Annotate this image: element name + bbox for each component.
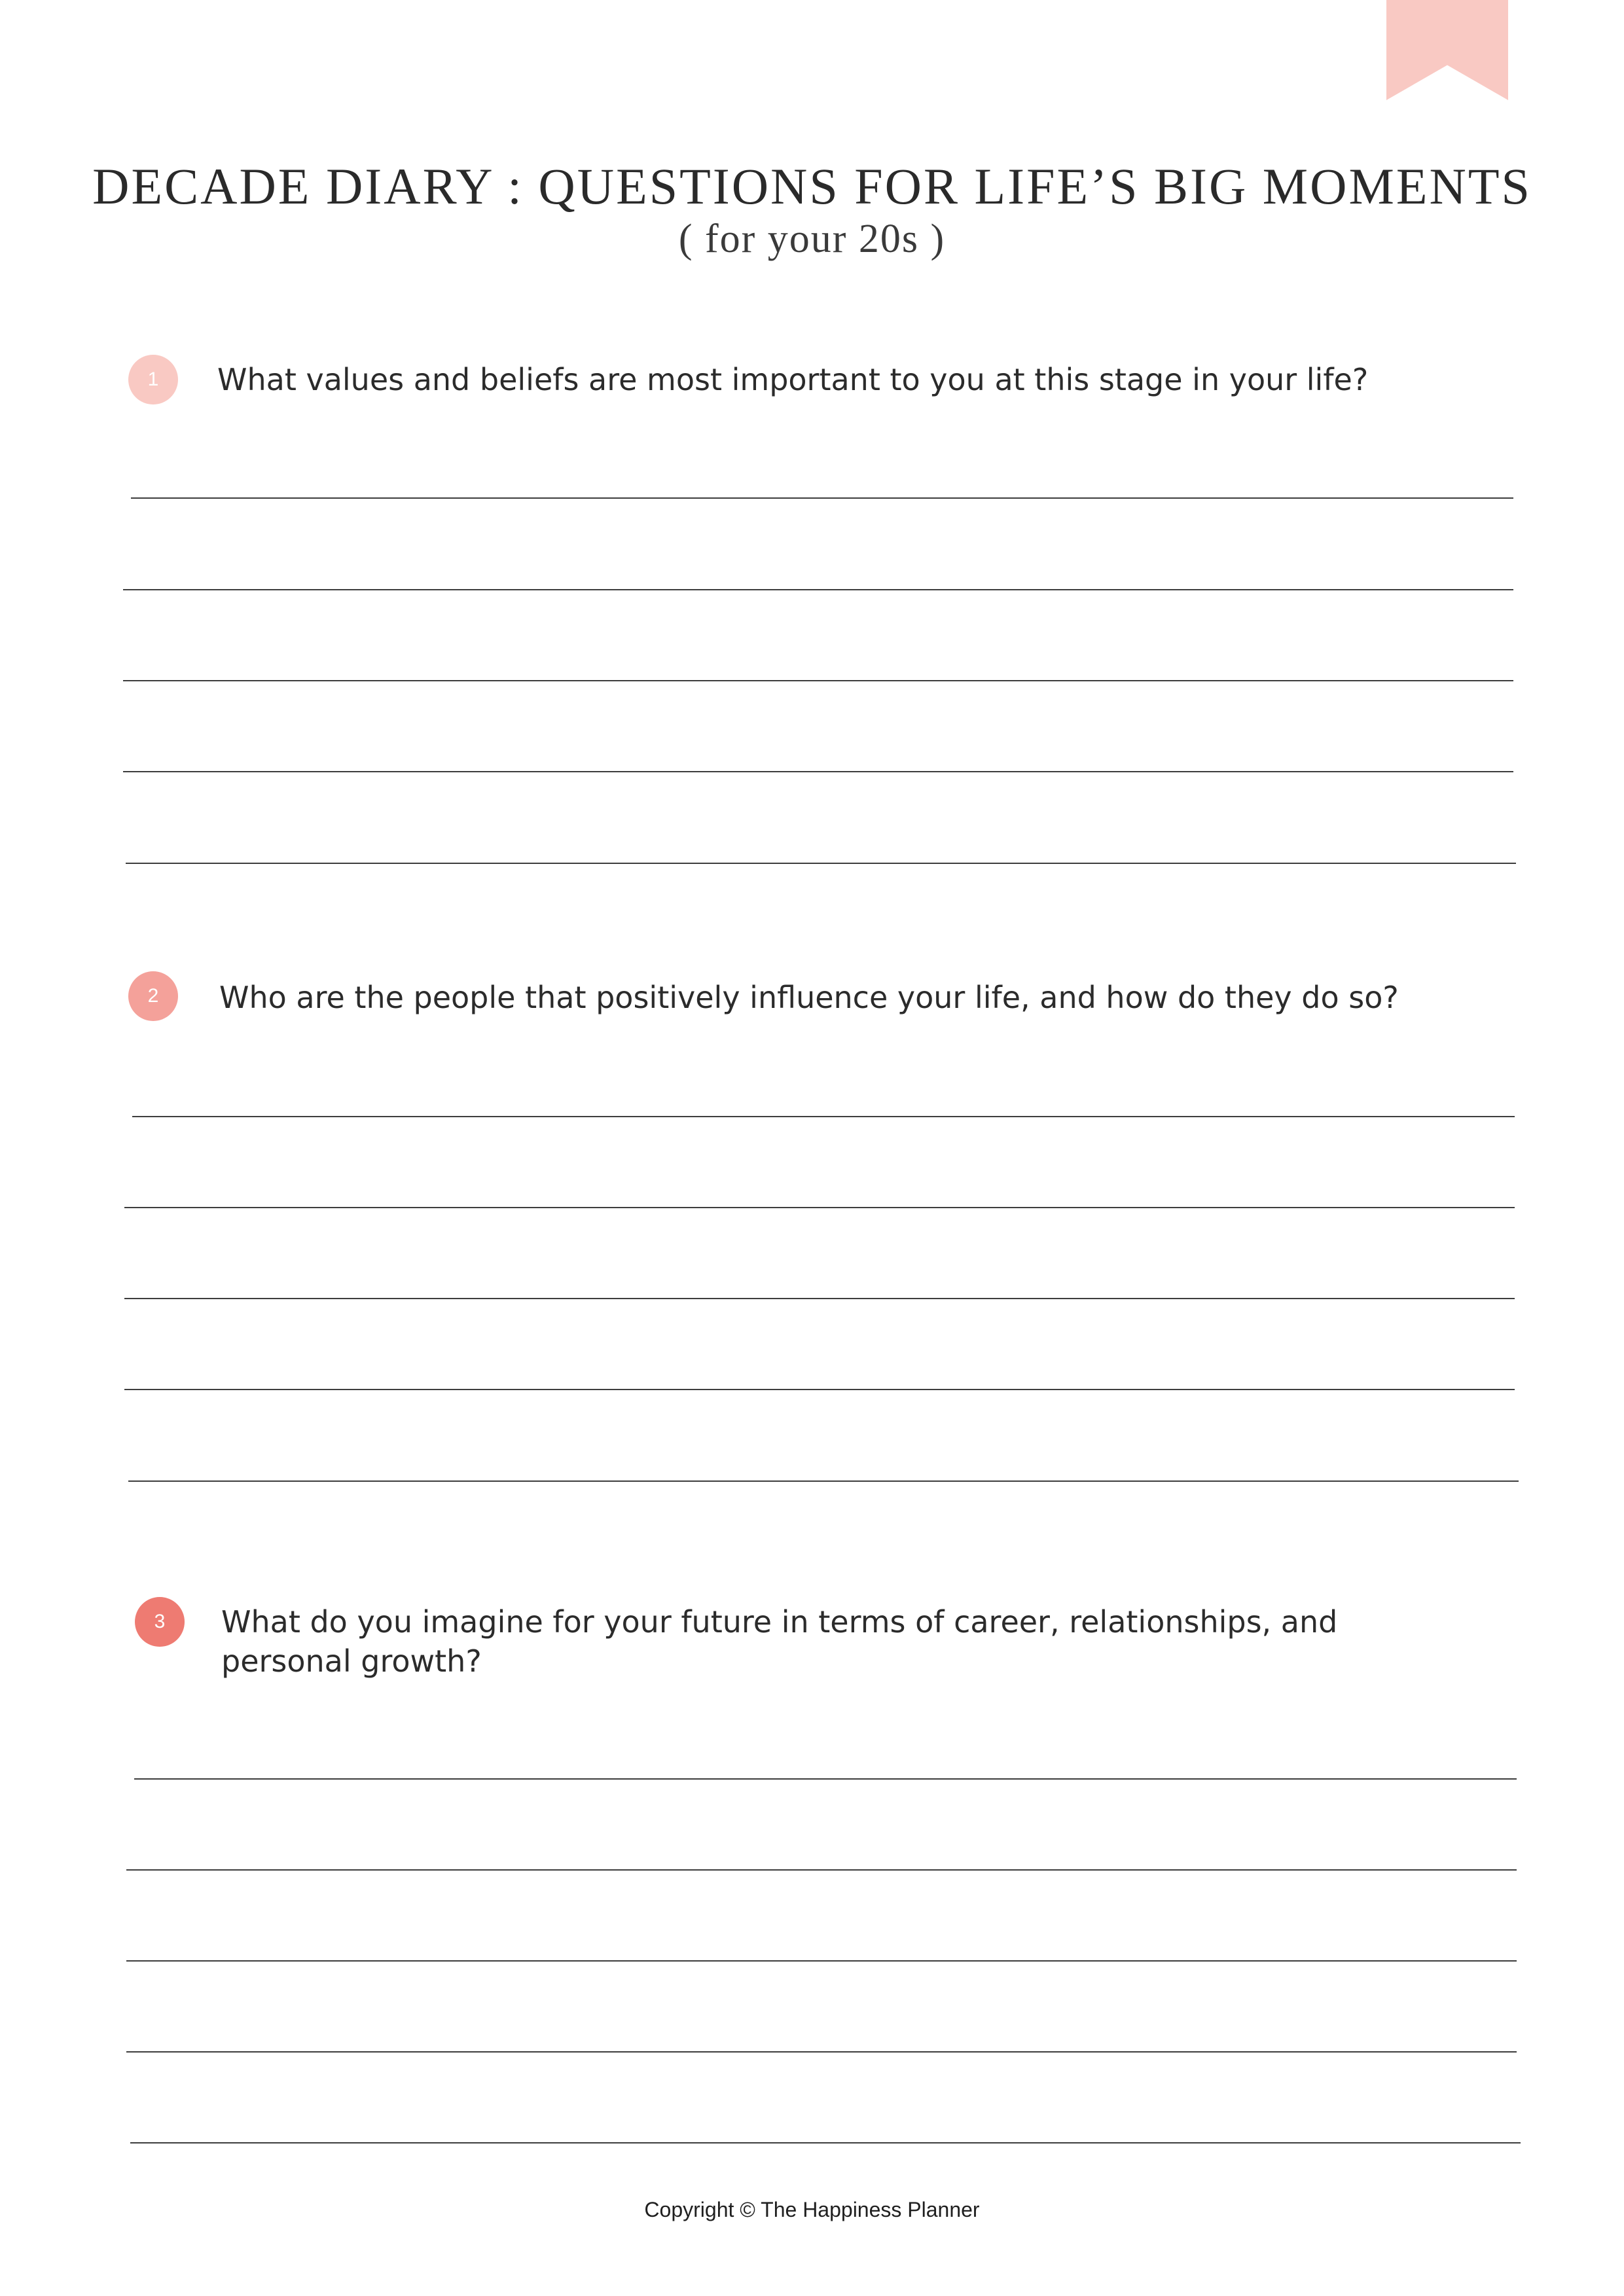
bookmark-ribbon-icon	[1386, 0, 1508, 100]
question-text: What values and beliefs are most important to you at this stage in your life?	[217, 362, 1369, 397]
answer-line[interactable]	[130, 2142, 1521, 2144]
page-subtitle: ( for your 20s )	[678, 217, 946, 261]
question-number-badge: 3	[135, 1597, 185, 1647]
answer-line[interactable]	[126, 2051, 1517, 2053]
answer-line[interactable]	[131, 497, 1513, 499]
answer-line[interactable]	[128, 1480, 1519, 1482]
answer-line[interactable]	[124, 1207, 1515, 1208]
copyright-footer: Copyright © The Happiness Planner	[644, 2198, 980, 2221]
question-number-badge: 2	[128, 971, 178, 1021]
answer-line[interactable]	[123, 589, 1513, 590]
answer-line[interactable]	[134, 1778, 1517, 1780]
answer-line[interactable]	[124, 1298, 1515, 1299]
answer-line[interactable]	[126, 1960, 1517, 1962]
answer-line[interactable]	[126, 1869, 1517, 1871]
answer-line[interactable]	[123, 771, 1513, 772]
answer-line[interactable]	[124, 1389, 1515, 1390]
question-text: What do you imagine for your future in terms of career, relationships, and personal growth?	[221, 1604, 1338, 1679]
answer-line[interactable]	[123, 680, 1513, 681]
question-text: Who are the people that positively influence your life, and how do they do so?	[219, 980, 1399, 1015]
page-title: DECADE DIARY : QUESTIONS FOR LIFE’S BIG MOMENTS	[92, 158, 1532, 215]
question-number-badge: 1	[128, 355, 178, 404]
answer-line[interactable]	[132, 1116, 1515, 1117]
answer-line[interactable]	[126, 863, 1516, 864]
